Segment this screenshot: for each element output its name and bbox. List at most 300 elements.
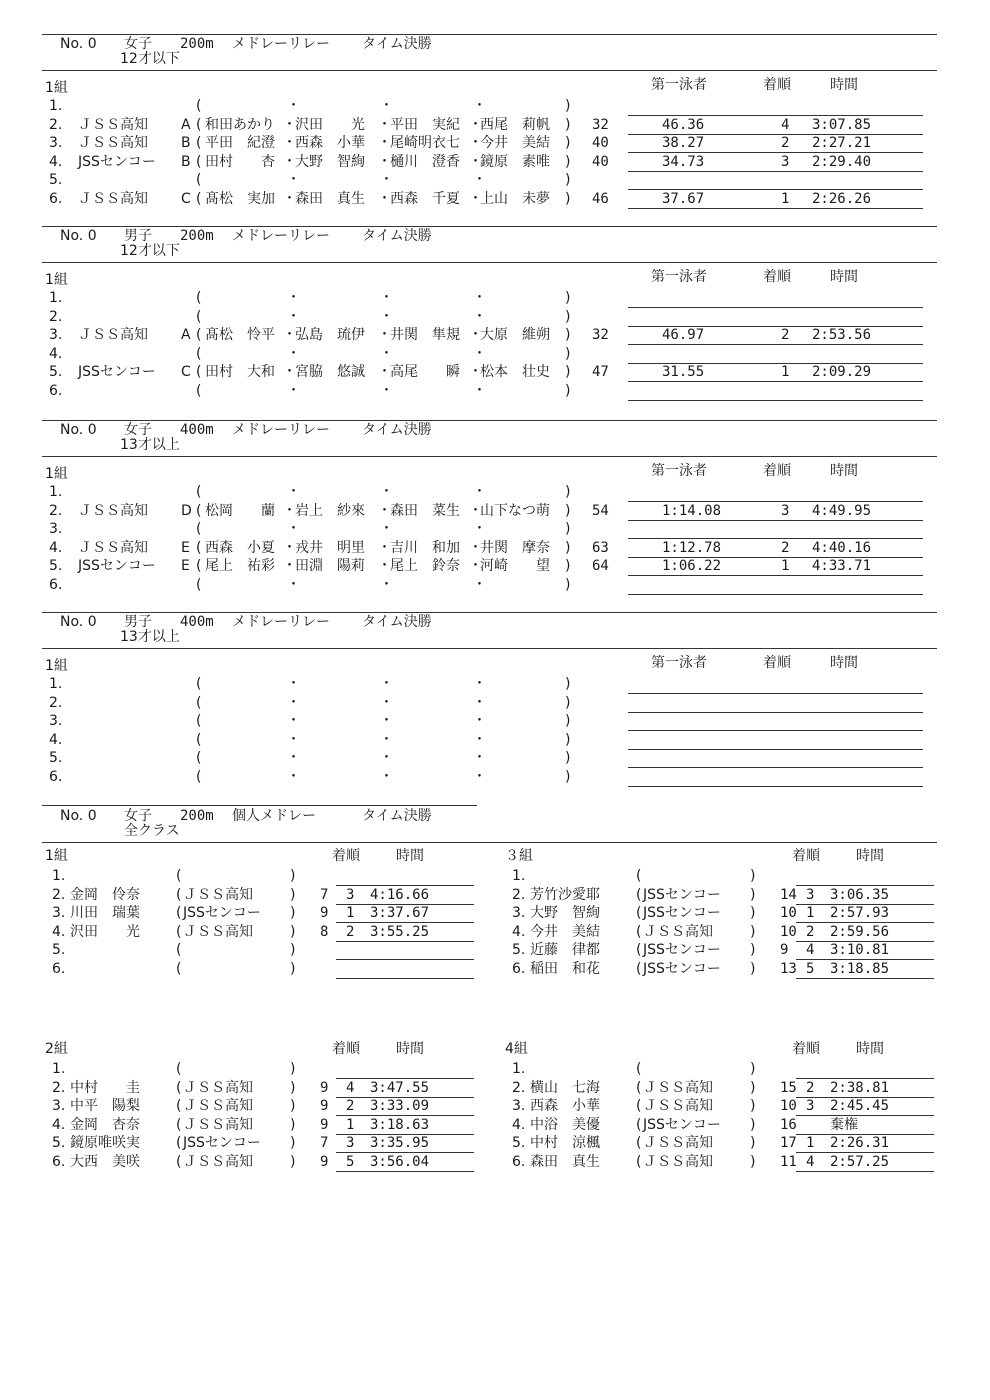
- finish-place: 2: [781, 135, 790, 151]
- swimmer-age: 10: [780, 923, 797, 940]
- separator-dot: ･: [383, 308, 390, 325]
- club-name: JSSセンコー: [643, 905, 721, 921]
- paren-open: (: [176, 1153, 182, 1170]
- separator-dot: ･: [476, 750, 483, 766]
- paren-open: (: [636, 960, 642, 977]
- paren-open: (: [636, 1098, 642, 1114]
- separator-dot: ･: [381, 539, 388, 556]
- team-letter: A: [181, 327, 191, 343]
- event-number: No. 0: [60, 808, 97, 824]
- event-type: タイム決勝: [362, 614, 432, 630]
- separator-dot: ･: [286, 364, 293, 380]
- finish-time: 3:55.25: [370, 923, 430, 940]
- swimmer-4: 鏡原 素唯: [480, 153, 550, 170]
- paren-close: ): [290, 1153, 296, 1170]
- finish-time: 2:53.56: [812, 327, 872, 343]
- swimmer-2: 戎井 明里: [295, 539, 365, 556]
- header-time: 時間: [396, 848, 424, 864]
- swimmer-1: 髙松 怜平: [205, 327, 275, 343]
- lane-number: 3.: [49, 713, 63, 729]
- event-age-class: 13才以上: [120, 629, 180, 645]
- swimmer-name: 芳竹沙愛耶: [530, 886, 600, 903]
- finish-place: 4: [806, 942, 815, 958]
- swimmer-name: 西森 小華: [530, 1098, 600, 1114]
- paren-close: ): [750, 1135, 756, 1151]
- lane-number: 3.: [512, 905, 526, 921]
- separator-dot: ･: [286, 327, 293, 343]
- finish-time: 2:09.29: [812, 364, 872, 380]
- finish-place: 2: [781, 327, 790, 343]
- paren-close: ): [565, 364, 571, 380]
- finish-place: 5: [346, 1153, 355, 1170]
- team-name: ＪＳＳ高知: [78, 135, 148, 151]
- separator-dot: ･: [286, 153, 293, 170]
- swimmer-name: 中平 陽梨: [70, 1098, 140, 1114]
- lane-number: 2.: [52, 1079, 66, 1096]
- paren-open: (: [196, 172, 202, 188]
- paren-close: ): [565, 694, 571, 711]
- event-stroke: メドレーリレー: [232, 422, 330, 438]
- club-name: JSSセンコー: [183, 1135, 261, 1151]
- separator-dot: ･: [290, 576, 297, 593]
- event-header-rule: [42, 456, 937, 457]
- result-underline: [628, 575, 923, 576]
- swimmer-2: 沢田 光: [295, 116, 365, 133]
- team-name: ＪＳＳ高知: [78, 116, 148, 133]
- swimmer-name: 川田 瑞葉: [70, 905, 140, 921]
- finish-time: 2:27.21: [812, 135, 872, 151]
- header-place: 着順: [763, 463, 791, 479]
- result-underline: [628, 693, 923, 694]
- event-gender: 女子: [124, 36, 152, 52]
- team-name: JSSセンコー: [78, 153, 156, 170]
- separator-dot: ･: [476, 290, 483, 306]
- paren-open: (: [636, 923, 642, 940]
- team-name: ＪＳＳ高知: [78, 502, 148, 519]
- first-swimmer-time: 1:06.22: [662, 558, 722, 574]
- header-time: 時間: [830, 269, 858, 285]
- separator-dot: ･: [290, 382, 297, 399]
- separator-dot: ･: [476, 484, 483, 500]
- group-label: 1組: [45, 466, 68, 482]
- separator-dot: ･: [476, 308, 483, 325]
- lane-number: 5.: [49, 750, 63, 766]
- separator-dot: ･: [290, 290, 297, 306]
- swimmer-age: 17: [780, 1135, 797, 1151]
- lane-number: 4.: [49, 153, 63, 170]
- age-total: 63: [592, 539, 609, 556]
- event-distance: 200m: [180, 228, 214, 244]
- paren-close: ): [565, 98, 571, 114]
- finish-place: 4: [346, 1079, 355, 1096]
- swimmer-1: 髙松 実加: [205, 190, 275, 207]
- lane-number: 3.: [52, 1098, 66, 1114]
- separator-dot: ･: [476, 521, 483, 537]
- event-gender: 男子: [124, 614, 152, 630]
- finish-time: 棄権: [830, 1116, 858, 1133]
- header-time: 時間: [830, 77, 858, 93]
- event-number: No. 0: [60, 422, 97, 438]
- team-name: JSSセンコー: [78, 364, 156, 380]
- first-swimmer-time: 38.27: [662, 135, 705, 151]
- header-place: 着順: [763, 269, 791, 285]
- separator-dot: ･: [383, 576, 390, 593]
- event-type: タイム決勝: [362, 808, 432, 824]
- paren-open: (: [176, 905, 182, 921]
- event-number: No. 0: [60, 228, 97, 244]
- paren-open: (: [196, 153, 202, 170]
- paren-close: ): [290, 1135, 296, 1151]
- finish-place: 3: [346, 1135, 355, 1151]
- paren-close: ): [565, 731, 571, 748]
- separator-dot: ･: [286, 135, 293, 151]
- separator-dot: ･: [290, 713, 297, 729]
- paren-open: (: [176, 1098, 182, 1114]
- first-swimmer-time: 37.67: [662, 190, 705, 207]
- paren-close: ): [290, 1061, 296, 1077]
- finish-place: 2: [781, 539, 790, 556]
- finish-place: 2: [346, 1098, 355, 1114]
- separator-dot: ･: [472, 558, 479, 574]
- separator-dot: ･: [290, 676, 297, 692]
- paren-open: (: [196, 750, 202, 766]
- club-name: ＪＳＳ高知: [183, 1079, 253, 1096]
- result-underline: [628, 594, 923, 595]
- swimmer-1: 平田 紀澄: [205, 135, 275, 151]
- separator-dot: ･: [383, 345, 390, 362]
- separator-dot: ･: [472, 539, 479, 556]
- finish-time: 2:26.31: [830, 1135, 890, 1151]
- paren-close: ): [565, 521, 571, 537]
- swimmer-3: 森田 菜生: [390, 502, 460, 519]
- separator-dot: ･: [286, 116, 293, 133]
- separator-dot: ･: [290, 521, 297, 537]
- paren-close: ): [565, 308, 571, 325]
- event-number: No. 0: [60, 614, 97, 630]
- swimmer-4: 井関 摩奈: [480, 539, 550, 556]
- swimmer-3: 尾上 鈴奈: [390, 558, 460, 574]
- club-name: ＪＳＳ高知: [643, 923, 713, 940]
- team-name: ＪＳＳ高知: [78, 327, 148, 343]
- separator-dot: ･: [381, 327, 388, 343]
- separator-dot: ･: [472, 135, 479, 151]
- club-name: JSSセンコー: [643, 1116, 721, 1133]
- separator-dot: ･: [472, 364, 479, 380]
- paren-close: ): [290, 886, 296, 903]
- result-underline: [796, 1171, 934, 1172]
- finish-place: 3: [781, 153, 790, 170]
- swimmer-name: 中村 涼楓: [530, 1135, 600, 1151]
- paren-open: (: [196, 382, 202, 399]
- lane-number: 2.: [512, 1079, 526, 1096]
- club-name: ＪＳＳ高知: [183, 923, 253, 940]
- finish-time: 3:56.04: [370, 1153, 430, 1170]
- lane-number: 2.: [49, 694, 63, 711]
- club-name: ＪＳＳ高知: [183, 1153, 253, 1170]
- separator-dot: ･: [290, 731, 297, 748]
- header-first-swimmer: 第一泳者: [651, 655, 707, 671]
- swimmer-4: 西尾 莉帆: [480, 116, 550, 133]
- lane-number: 3.: [49, 327, 63, 343]
- header-place: 着順: [792, 1041, 820, 1057]
- separator-dot: ･: [383, 750, 390, 766]
- separator-dot: ･: [472, 502, 479, 519]
- lane-number: 5.: [49, 172, 63, 188]
- group-label: 1組: [45, 80, 68, 96]
- separator-dot: ･: [290, 694, 297, 711]
- lane-number: 4.: [49, 539, 63, 556]
- lane-number: 3.: [49, 135, 63, 151]
- paren-close: ): [750, 1116, 756, 1133]
- paren-open: (: [196, 98, 202, 114]
- age-total: 54: [592, 502, 609, 519]
- event-distance: 200m: [180, 808, 214, 824]
- result-underline: [796, 978, 934, 979]
- paren-close: ): [750, 1061, 756, 1077]
- paren-close: ): [565, 172, 571, 188]
- separator-dot: ･: [383, 98, 390, 114]
- finish-time: 4:40.16: [812, 539, 872, 556]
- finish-time: 3:10.81: [830, 942, 890, 958]
- lane-number: 1.: [49, 484, 63, 500]
- paren-close: ): [290, 942, 296, 958]
- club-name: JSSセンコー: [183, 905, 261, 921]
- separator-dot: ･: [476, 172, 483, 188]
- separator-dot: ･: [290, 308, 297, 325]
- paren-close: ): [750, 886, 756, 903]
- team-letter: B: [181, 135, 191, 151]
- swimmer-3: 高尾 瞬: [390, 364, 460, 380]
- age-total: 47: [592, 364, 609, 380]
- paren-close: ): [290, 868, 296, 884]
- finish-place: 4: [806, 1153, 815, 1170]
- group-label: 1組: [45, 658, 68, 674]
- paren-open: (: [196, 676, 202, 692]
- paren-close: ): [565, 382, 571, 399]
- paren-open: (: [176, 1135, 182, 1151]
- header-first-swimmer: 第一泳者: [651, 463, 707, 479]
- lane-number: 5.: [512, 1135, 526, 1151]
- swimmer-4: 今井 美結: [480, 135, 550, 151]
- separator-dot: ･: [286, 190, 293, 207]
- result-underline: [628, 381, 923, 382]
- paren-open: (: [636, 1116, 642, 1133]
- age-total: 40: [592, 135, 609, 151]
- finish-time: 3:33.09: [370, 1098, 430, 1114]
- lane-number: 1.: [52, 1061, 66, 1077]
- swimmer-age: 9: [320, 905, 329, 921]
- lane-number: 1.: [49, 290, 63, 306]
- paren-close: ): [290, 923, 296, 940]
- paren-open: (: [176, 886, 182, 903]
- swimmer-3: 吉川 和加: [390, 539, 460, 556]
- swimmer-4: 山下なつ萌: [480, 502, 550, 519]
- swimmer-age: 13: [780, 960, 797, 977]
- paren-close: ): [565, 327, 571, 343]
- paren-open: (: [196, 502, 202, 519]
- club-name: JSSセンコー: [643, 886, 721, 903]
- paren-open: (: [196, 327, 202, 343]
- separator-dot: ･: [383, 172, 390, 188]
- separator-dot: ･: [290, 98, 297, 114]
- header-time: 時間: [856, 1041, 884, 1057]
- swimmer-age: 9: [320, 1079, 329, 1096]
- event-distance: 200m: [180, 36, 214, 52]
- paren-close: ): [565, 558, 571, 574]
- paren-open: (: [196, 731, 202, 748]
- team-letter: B: [181, 153, 191, 170]
- header-first-swimmer: 第一泳者: [651, 77, 707, 93]
- team-letter: A: [181, 116, 191, 133]
- first-swimmer-time: 1:14.08: [662, 502, 722, 519]
- result-underline: [628, 171, 923, 172]
- swimmer-age: 7: [320, 1135, 329, 1151]
- lane-number: 6.: [49, 576, 63, 593]
- finish-place: 3: [781, 502, 790, 519]
- paren-close: ): [750, 1153, 756, 1170]
- swimmer-age: 9: [320, 1116, 329, 1133]
- paren-close: ): [290, 905, 296, 921]
- lane-number: 2.: [49, 308, 63, 325]
- team-letter: C: [181, 364, 191, 380]
- club-name: ＪＳＳ高知: [643, 1135, 713, 1151]
- paren-open: (: [176, 1061, 182, 1077]
- swimmer-age: 8: [320, 923, 329, 940]
- paren-close: ): [565, 713, 571, 729]
- lane-number: 2.: [512, 886, 526, 903]
- event-top-rule: [42, 805, 477, 806]
- swimmer-3: 平田 実紀: [390, 116, 460, 133]
- separator-dot: ･: [476, 382, 483, 399]
- finish-place: 2: [806, 923, 815, 940]
- separator-dot: ･: [472, 153, 479, 170]
- lane-number: 1.: [52, 868, 66, 884]
- swimmer-age: 14: [780, 886, 797, 903]
- swimmer-1: 西森 小夏: [205, 539, 275, 556]
- lane-number: 6.: [512, 1153, 526, 1170]
- club-name: JSSセンコー: [643, 942, 721, 958]
- result-underline: [628, 344, 923, 345]
- result-underline: [336, 1171, 474, 1172]
- age-total: 40: [592, 153, 609, 170]
- paren-open: (: [196, 116, 202, 133]
- lane-number: 2.: [49, 116, 63, 133]
- event-gender: 女子: [124, 422, 152, 438]
- lane-number: 5.: [49, 364, 63, 380]
- finish-place: 1: [346, 905, 355, 921]
- result-underline: [628, 767, 923, 768]
- event-type: タイム決勝: [362, 36, 432, 52]
- age-total: 32: [592, 116, 609, 133]
- separator-dot: ･: [383, 731, 390, 748]
- separator-dot: ･: [476, 768, 483, 785]
- swimmer-name: 大西 美咲: [70, 1153, 140, 1170]
- header-time: 時間: [830, 463, 858, 479]
- group-label: 4組: [505, 1041, 528, 1057]
- paren-open: (: [176, 1116, 182, 1133]
- paren-open: (: [636, 1135, 642, 1151]
- swimmer-2: 田淵 陽莉: [295, 558, 365, 574]
- swimmer-age: 10: [780, 905, 797, 921]
- paren-close: ): [565, 135, 571, 151]
- event-stroke: メドレーリレー: [232, 228, 330, 244]
- swimmer-name: 今井 美結: [530, 923, 600, 940]
- club-name: JSSセンコー: [643, 960, 721, 977]
- event-age-class: 12才以下: [120, 243, 180, 259]
- swimmer-name: 金岡 杏奈: [70, 1116, 140, 1133]
- paren-close: ): [750, 905, 756, 921]
- swimmer-1: 尾上 祐彩: [205, 558, 275, 574]
- club-name: ＪＳＳ高知: [183, 1116, 253, 1133]
- paren-open: (: [176, 942, 182, 958]
- result-underline: [336, 978, 474, 979]
- lane-number: 5.: [49, 558, 63, 574]
- separator-dot: ･: [383, 713, 390, 729]
- paren-close: ): [565, 750, 571, 766]
- finish-place: 1: [781, 364, 790, 380]
- swimmer-name: 近藤 律都: [530, 942, 600, 958]
- separator-dot: ･: [383, 521, 390, 537]
- swimmer-age: 16: [780, 1116, 797, 1133]
- separator-dot: ･: [476, 694, 483, 711]
- lane-number: 2.: [49, 502, 63, 519]
- paren-close: ): [565, 484, 571, 500]
- paren-close: ): [750, 1079, 756, 1096]
- result-underline: [628, 786, 923, 787]
- event-top-rule: [42, 34, 937, 35]
- finish-place: 1: [781, 558, 790, 574]
- lane-number: 6.: [49, 190, 63, 207]
- separator-dot: ･: [383, 676, 390, 692]
- club-name: ＪＳＳ高知: [643, 1153, 713, 1170]
- finish-time: 3:07.85: [812, 116, 872, 133]
- event-type: タイム決勝: [362, 422, 432, 438]
- group-label: 2組: [45, 1041, 68, 1057]
- swimmer-name: 金岡 伶奈: [70, 886, 140, 903]
- separator-dot: ･: [381, 558, 388, 574]
- paren-open: (: [196, 484, 202, 500]
- paren-close: ): [565, 116, 571, 133]
- swimmer-1: 松岡 蘭: [205, 502, 275, 519]
- finish-time: 3:18.63: [370, 1116, 430, 1133]
- finish-place: 4: [781, 116, 790, 133]
- paren-close: ): [565, 153, 571, 170]
- first-swimmer-time: 34.73: [662, 153, 705, 170]
- paren-open: (: [176, 868, 182, 884]
- finish-time: 2:38.81: [830, 1079, 890, 1096]
- event-stroke: メドレーリレー: [232, 36, 330, 52]
- swimmer-name: 稲田 和花: [530, 960, 600, 977]
- event-age-class: 全クラス: [124, 823, 180, 839]
- event-gender: 男子: [124, 228, 152, 244]
- swimmer-name: 鏡原唯咲実: [70, 1135, 140, 1151]
- lane-number: 3.: [512, 1098, 526, 1114]
- team-letter: E: [181, 539, 190, 556]
- swimmer-name: 大野 智絢: [530, 905, 600, 921]
- paren-open: (: [196, 694, 202, 711]
- separator-dot: ･: [286, 539, 293, 556]
- lane-number: 3.: [49, 521, 63, 537]
- paren-close: ): [565, 502, 571, 519]
- result-underline: [628, 520, 923, 521]
- finish-place: 3: [346, 886, 355, 903]
- swimmer-4: 松本 壮史: [480, 364, 550, 380]
- paren-open: (: [636, 868, 642, 884]
- finish-place: 2: [806, 1079, 815, 1096]
- event-distance: 400m: [180, 614, 214, 630]
- swimmer-2: 弘島 琉伊: [295, 327, 365, 343]
- result-underline: [336, 959, 474, 960]
